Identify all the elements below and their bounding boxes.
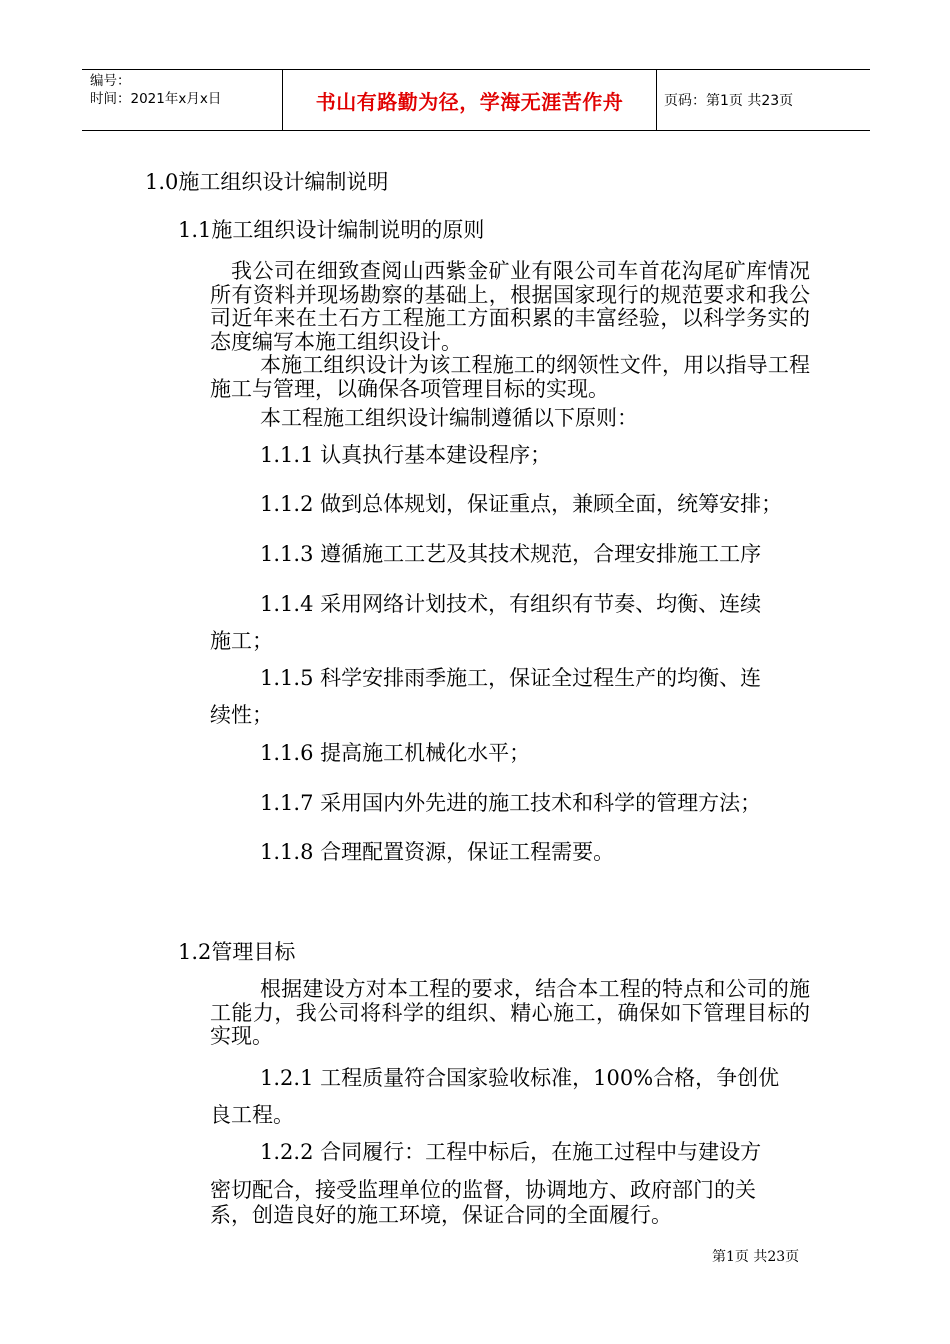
principle-item: 1.1.6 提高施工机械化水平； — [260, 741, 531, 765]
principle-item: 1.1.7 采用国内外先进的施工技术和科学的管理方法； — [260, 791, 762, 815]
page-header — [82, 69, 870, 131]
section-heading-1-0: 1.0施工组织设计编制说明 — [145, 170, 389, 194]
document-number: 编号： — [90, 73, 131, 89]
principle-item-continued: 施工； — [210, 629, 273, 653]
principle-item: 1.1.2 做到总体规划，保证重点，兼顾全面，统筹安排； — [260, 492, 783, 516]
goal-item: 1.2.1 工程质量符合国家验收标准，100%合格，争创优 — [260, 1066, 780, 1090]
section-heading-1-1: 1.1施工组织设计编制说明的原则 — [178, 218, 485, 242]
principle-item: 1.1.3 遵循施工工艺及其技术规范，合理安排施工工序 — [260, 542, 762, 566]
header-motto: 书山有路勤为径，学海无涯苦作舟 — [282, 70, 657, 130]
principle-item: 1.1.5 科学安排雨季施工，保证全过程生产的均衡、连 — [260, 666, 762, 690]
section-heading-1-2: 1.2管理目标 — [178, 940, 296, 964]
goal-item: 1.2.2 合同履行：工程中标后，在施工过程中与建设方 — [260, 1140, 762, 1164]
document-date: 时间：2021年x月x日 — [90, 91, 222, 107]
principle-item-continued: 续性； — [210, 703, 273, 727]
paragraph-principles-intro: 本工程施工组织设计编制遵循以下原则： — [260, 406, 638, 430]
paragraph-goals-intro: 根据建设方对本工程的要求，结合本工程的特点和公司的施工能力，我公司将科学的组织、精心施工，确保如下管理目标的实现。 — [210, 977, 810, 1048]
goal-item-continued: 系，创造良好的施工环境，保证合同的全面履行。 — [210, 1203, 672, 1227]
paragraph-purpose: 本施工组织设计为该工程施工的纲领性文件，用以指导工程施工与管理，以确保各项管理目标的实现。 — [210, 353, 810, 401]
goal-item-continued: 密切配合，接受监理单位的监督，协调地方、政府部门的关 — [210, 1178, 756, 1202]
principle-item: 1.1.1 认真执行基本建设程序； — [260, 443, 552, 467]
goal-item-continued: 良工程。 — [210, 1103, 294, 1127]
principle-item: 1.1.4 采用网络计划技术，有组织有节奏、均衡、连续 — [260, 592, 762, 616]
paragraph-intro: 我公司在细致查阅山西紫金矿业有限公司车首花沟尾矿库情况所有资料并现场勘察的基础上，根据国家现行的规范要求和我公司近年来在土石方工程施工方面积累的丰富经验，以科学务实的态度编写本施工组织设计。 — [210, 259, 810, 354]
header-page-number: 页码：第1页 共23页 — [664, 93, 794, 109]
page-footer: 第1页 共23页 — [712, 1249, 800, 1265]
header-meta — [82, 70, 282, 132]
principle-item: 1.1.8 合理配置资源，保证工程需要。 — [260, 840, 615, 864]
